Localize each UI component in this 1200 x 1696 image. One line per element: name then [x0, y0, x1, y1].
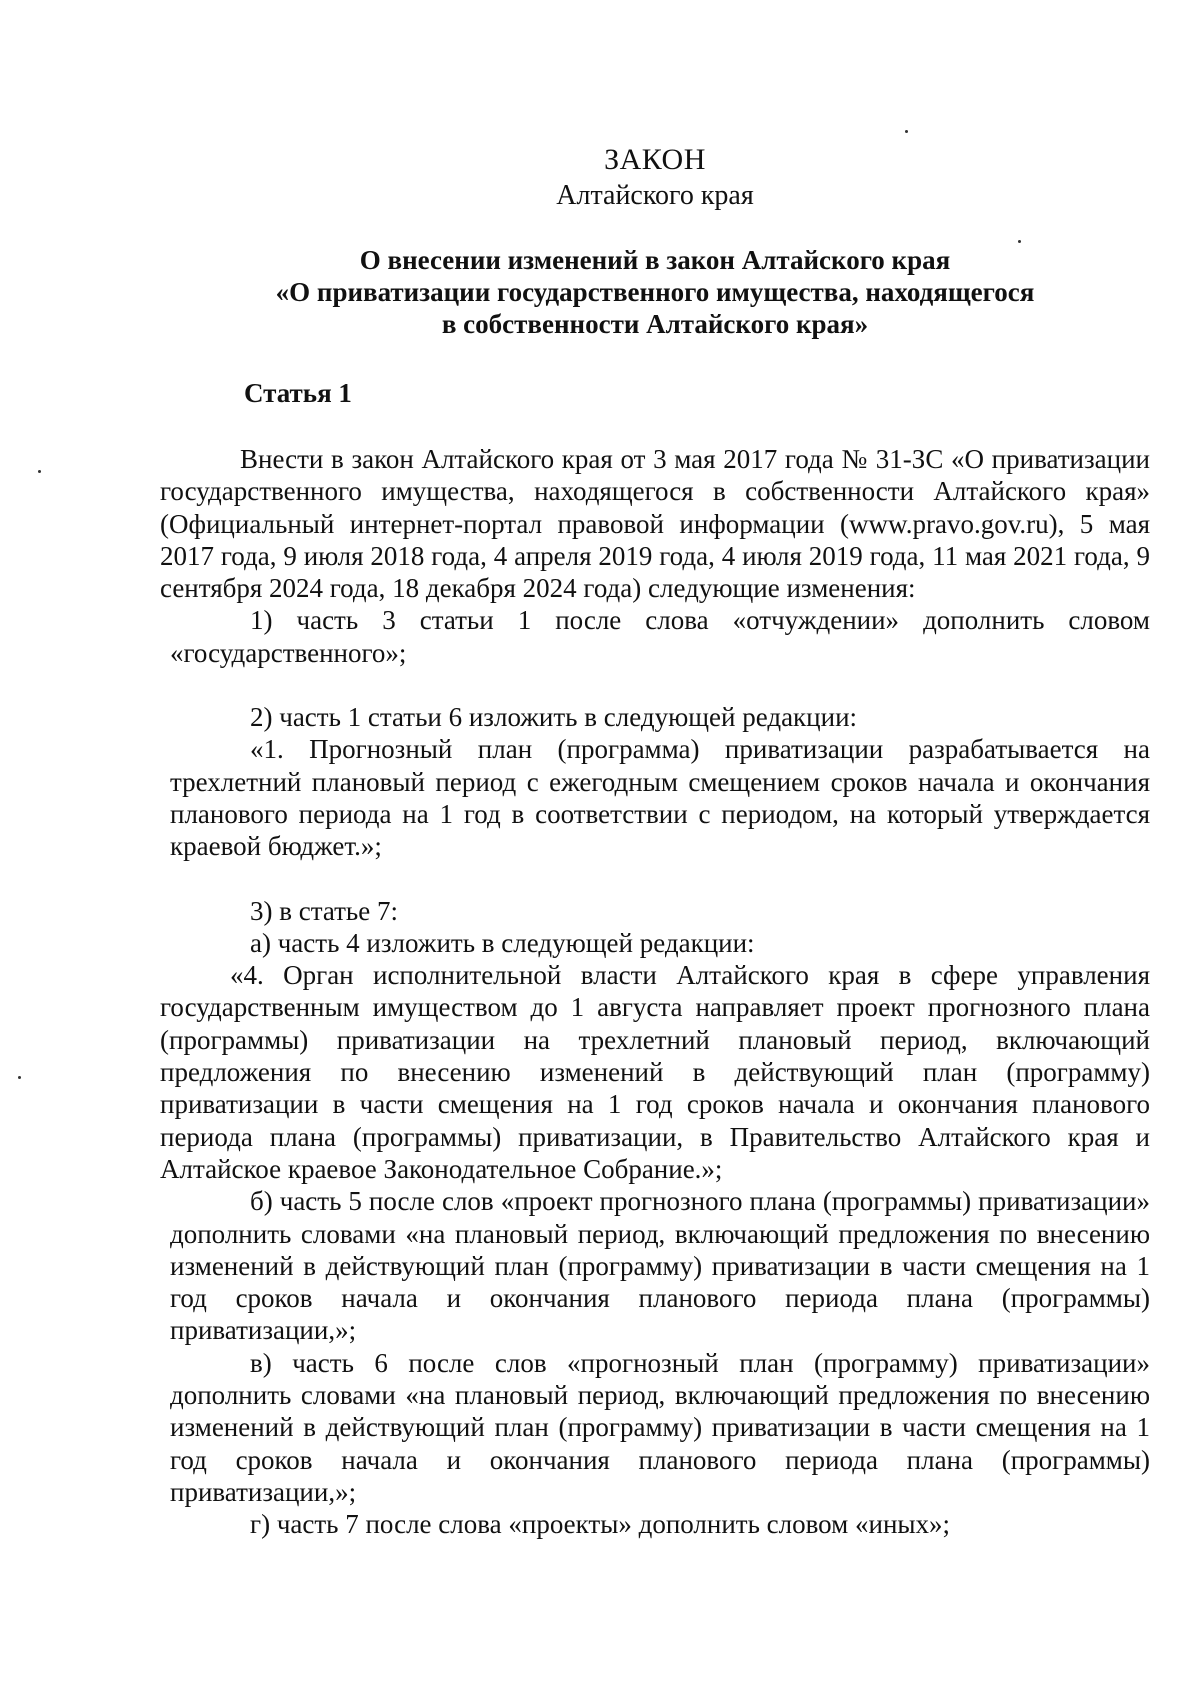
amendment-item-2-text: «1. Прогнозный план (программа) приватизации разрабатывается на трехлетний плановый период с ежегодным смещением сроков начала и окончания планового периода на 1 год в соответствии с периодом, на который утверждается краевой бюджет.»;: [170, 734, 1150, 862]
law-name-line: О внесении изменений в закон Алтайского края: [359, 245, 951, 275]
scan-speck: [18, 1076, 21, 1079]
law-title: ЗАКОН: [604, 143, 706, 176]
article-body: [160, 443, 1150, 1541]
amendment-item-3a-text: «4. Орган исполнительной власти Алтайского края в сфере управления государственным имуществом до 1 августа направляет проект прогнозного плана (программы) приватизации на трехлетний плановый период, включающий предложения по внесению изменений в действующий план (программу) приватизации в части смещения на 1 год сроков начала и окончания планового периода плана (программы) приватизации, в Правительство Алтайского края и Алтайское краевое Законодательное Собрание.»;: [160, 960, 1150, 1184]
article-heading: Статья 1: [244, 378, 352, 408]
law-name-line: «О приватизации государственного имущества, находящегося: [275, 277, 1035, 307]
amendment-item-3b: б) часть 5 после слов «проект прогнозного плана (программы) приватизации» дополнить словами «на плановый период, включающий предложения по внесению изменений в действующий план (программу) приватизации в части смещения на 1 год сроков начала и окончания планового периода плана (программы) приватизации,»;: [170, 1186, 1150, 1346]
amendment-item-3v: в) часть 6 после слов «прогнозный план (программу) приватизации» дополнить словами «на плановый период, включающий предложения по внесению изменений в действующий план (программу) приватизации в части смещения на 1 год сроков начала и окончания планового периода плана (программы) приватизации,»;: [170, 1347, 1150, 1507]
amendment-item-3: 3) в статье 7:: [250, 895, 398, 926]
law-name-line: в собственности Алтайского края»: [441, 309, 869, 339]
scan-speck: [905, 130, 908, 133]
law-subtitle: Алтайского края: [556, 180, 754, 211]
scan-speck: [1018, 240, 1021, 243]
amendment-item-2: 2) часть 1 статьи 6 изложить в следующей редакции:: [250, 702, 858, 733]
amendment-item-3a: а) часть 4 изложить в следующей редакции:: [250, 927, 755, 958]
amendment-item-1: 1) часть 3 статьи 1 после слова «отчуждении» дополнить словом «государственного»;: [170, 605, 1150, 668]
amendment-item-3g: г) часть 7 после слова «проекты» дополнить словом «иных»;: [250, 1509, 951, 1540]
scan-speck: [38, 470, 41, 473]
article-intro: Внести в закон Алтайского края от 3 мая 2017 года № 31-ЗС «О приватизации государственного имущества, находящегося в собственности Алтайского края» (Официальный интернет-портал правовой информации (www.pravo.gov.ru), 5 мая 2017 года, 9 июля 2018 года, 4 апреля 2019 года, 4 июля 2019 года, 11 мая 2021 года, 9 сентября 2024 года, 18 декабря 2024 года) следующие изменения:: [160, 444, 1150, 604]
law-name: [160, 244, 1150, 340]
